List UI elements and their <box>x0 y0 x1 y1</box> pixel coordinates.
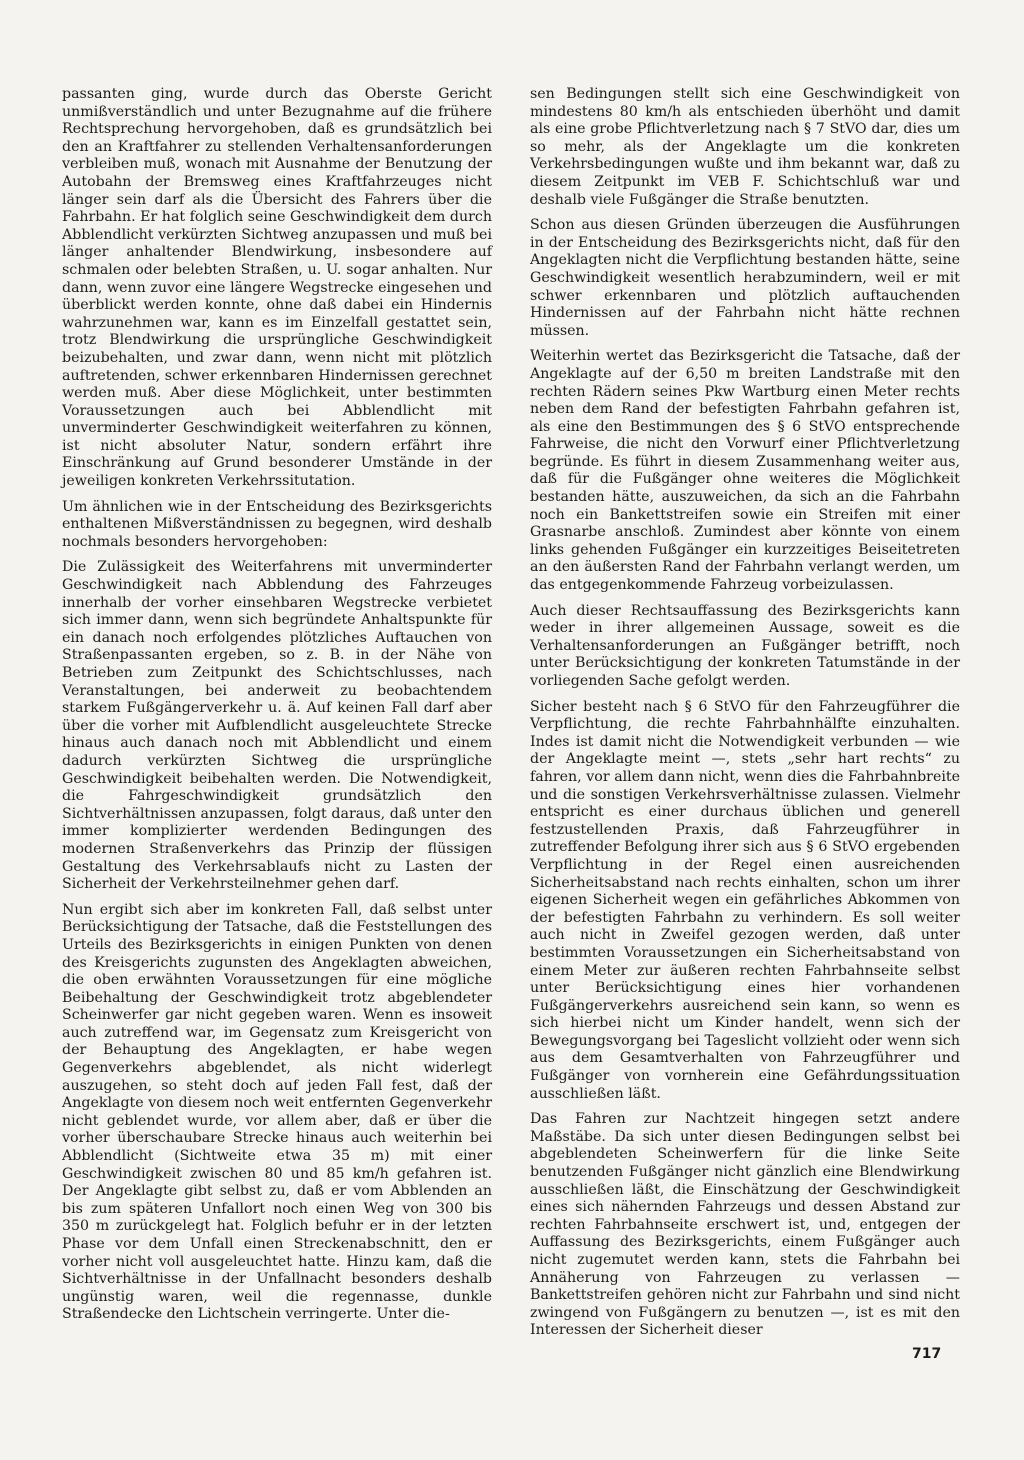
right-text-column <box>530 86 960 1348</box>
paragraph: Auch dieser Rechtsauffassung des Bezirksgerichts kann weder in ihrer allgemeinen Aussage, soweit es die Verhaltensanforderungen an Fußgänger betrifft, noch unter Berücksichtigung der konkreten Tatumstände in der vorliegenden Sache gefolgt werden. <box>530 602 960 689</box>
left-text-column <box>62 86 492 1332</box>
paragraph: Schon aus diesen Gründen überzeugen die Ausführungen in der Entscheidung des Bezirksgerichts nicht, daß für den Angeklagten nicht die Verpflichtung bestanden hätte, seine Geschwindigkeit wesentlich herabzumindern, weil er mit schwer erkennbaren und plötzlich auftauchenden Hindernissen auf der Fahrbahn nicht hätte rechnen müssen. <box>530 217 960 339</box>
paragraph: Nun ergibt sich aber im konkreten Fall, daß selbst unter Berücksichtigung der Tatsache, daß die Feststellungen des Urteils des Bezirksgerichts in einigen Punkten von denen des Kreisgerichts zugunsten des Angeklagten abweichen, die oben erwähnten Voraussetzungen für eine mögliche Beibehaltung der Geschwindigkeit trotz abgeblendeter Scheinwerfer gar nicht gegeben waren. Wenn es insoweit auch zutreffend war, im Gegensatz zum Kreisgericht von der Behauptung des Angeklagten, er habe wegen Gegenverkehrs abgeblendet, als nicht widerlegt auszugehen, so steht doch auf jeden Fall fest, daß der Angeklagte von diesem noch weit entfernten Gegenverkehr nicht geblendet wurde, vor allem aber, daß er über die vorher überschaubare Strecke hinaus auch weiterhin bei Abblendlicht (Sichtweite etwa 35 m) mit einer Geschwindigkeit zwischen 80 und 85 km/h gefahren ist. Der Angeklagte gibt selbst zu, daß er vom Abblenden an bis zum späteren Unfallort noch einen Weg von 300 bis 350 m zurückgelegt hat. Folglich befuhr er in der letzten Phase vor dem Unfall einen Streckenabschnitt, den er vorher nicht voll ausgeleuchtet hatte. Hinzu kam, daß die Sichtverhältnisse in der Unfallnacht besonders deshalb ungünstig waren, weil die regennasse, dunkle Straßendecke den Lichtschein verringerte. Unter die- <box>62 901 492 1323</box>
paragraph: Die Zulässigkeit des Weiterfahrens mit unverminderter Geschwindigkeit nach Abblendung des Fahrzeuges innerhalb der vorher einsehbaren Wegstrecke verbietet sich immer dann, wenn sich begründete Anhaltspunkte für ein danach noch erfolgendes plötzliches Auftauchen von Straßenpassanten ergeben, so z. B. in der Nähe von Betrieben zum Zeitpunkt des Schichtschlusses, nach Veranstaltungen, bei anderweit zu beobachtendem starkem Fußgängerverkehr u. ä. Auf keinen Fall darf aber über die vorher mit Aufblendlicht ausgeleuchtete Strecke hinaus auch danach noch mit Abblendlicht und einem dadurch verkürzten Sichtweg die ursprüngliche Geschwindigkeit beibehalten werden. Die Notwendigkeit, die Fahrgeschwindigkeit grundsätzlich den Sichtverhältnissen anzupassen, folgt daraus, daß unter den immer komplizierter werdenden Bedingungen des modernen Straßenverkehrs das Prinzip der flüssigen Gestaltung des Verkehrsablaufs nicht zu Lasten der Sicherheit der Verkehrsteilnehmer gehen darf. <box>62 559 492 893</box>
paragraph: Sicher besteht nach § 6 StVO für den Fahrzeugführer die Verpflichtung, die rechte Fahrbahnhälfte einzuhalten. Indes ist damit nicht die Notwendigkeit verbunden — wie der Angeklagte meint —, stets „sehr hart rechts“ zu fahren, vor allem dann nicht, wenn dies die Fahrbahnbreite und die sonstigen Verkehrsverhältnisse zulassen. Vielmehr entspricht es einer durchaus üblichen und generell festzustellenden Praxis, daß Fahrzeugführer in zutreffender Befolgung ihrer sich aus § 6 StVO ergebenden Verpflichtung in der Regel einen ausreichenden Sicherheitsabstand nach rechts einhalten, schon um ihrer eigenen Sicherheit wegen ein gefährliches Abkommen von der befestigten Fahrbahn zu verhindern. Es soll weiter auch nicht in Zweifel gezogen werden, daß unter bestimmten Voraussetzungen ein Sicherheitsabstand von einem Meter zur äußeren rechten Fahrbahnseite selbst unter Berücksichtigung eines hier vorhandenen Fußgängerverkehrs ausreichend sein kann, so wenn es sich hierbei nicht um Kinder handelt, wenn sich der Bewegungsvorgang bei Tageslicht vollzieht oder wenn sich aus dem Gesamtverhalten von Fahrzeugführer und Fußgänger von vornherein eine Gefährdungssituation ausschließen läßt. <box>530 698 960 1102</box>
paragraph: sen Bedingungen stellt sich eine Geschwindigkeit von mindestens 80 km/h als entschieden überhöht und damit als eine grobe Pflichtverletzung nach § 7 StVO dar, dies um so mehr, als der Angeklagte um die konkreten Verkehrsbedingungen wußte und ihm bekannt war, daß zu diesem Zeitpunkt im VEB F. Schichtschluß war und deshalb viele Fußgänger die Straße benutzten. <box>530 86 960 208</box>
paragraph: Das Fahren zur Nachtzeit hingegen setzt andere Maßstäbe. Da sich unter diesen Bedingungen selbst bei abgeblendeten Scheinwerfern für die linke Seite benutzenden Fußgänger nicht gänzlich eine Blendwirkung ausschließen läßt, die Einschätzung der Geschwindigkeit eines sich nähernden Fahrzeugs und dessen Abstand zur rechten Fahrbahnseite erschwert ist, und, entgegen der Auffassung des Bezirksgerichts, einem Fußgänger auch nicht zugemutet werden kann, stets die Fahrbahn bei Annäherung von Fahrzeugen zu verlassen — Bankettstreifen gehören nicht zur Fahrbahn und sind nicht zwingend von Fußgängern zu benutzen —, ist es mit den Interessen der Sicherheit dieser <box>530 1111 960 1339</box>
paragraph: passanten ging, wurde durch das Oberste Gericht unmißverständlich und unter Bezugnahme auf die frühere Rechtsprechung hervorgehoben, daß es grundsätzlich bei den an Kraftfahrer zu stellenden Verhaltensanforderungen verbleiben muß, wonach mit Ausnahme der Benutzung der Autobahn der Bremsweg eines Kraftfahrzeuges nicht länger sein darf als die Übersicht des Fahrers über die Fahrbahn. Er hat folglich seine Geschwindigkeit dem durch Abblendlicht verkürzten Sichtweg anzupassen und muß bei länger anhaltender Blendwirkung, insbesondere auf schmalen oder belebten Straßen, u. U. sogar anhalten. Nur dann, wenn zuvor eine längere Wegstrecke eingesehen und überblickt werden konnte, ohne daß dabei ein Hindernis wahrzunehmen war, kann es im Einzelfall gestattet sein, trotz Blendwirkung die ursprüngliche Geschwindigkeit beizubehalten, und zwar dann, wenn nicht mit plötzlich auftretenden, schwer erkennbaren Hindernissen gerechnet werden muß. Aber diese Möglichkeit, unter bestimmten Voraussetzungen auch bei Abblendlicht mit unverminderter Geschwindigkeit weiterfahren zu können, ist nicht absoluter Natur, sondern erfährt ihre Einschränkung auf Grund besonderer Umstände in der jeweiligen konkreten Verkehrssitutation. <box>62 86 492 490</box>
page-number: 717 <box>912 1346 942 1362</box>
paragraph: Weiterhin wertet das Bezirksgericht die Tatsache, daß der Angeklagte auf der 6,50 m breiten Landstraße mit den rechten Rädern seines Pkw Wartburg einen Meter rechts neben dem Rand der befestigten Fahrbahn gefahren ist, als eine den Bestimmungen des § 6 StVO entsprechende Fahrweise, die nicht den Vorwurf einer Pflichtverletzung begründe. Es führt in diesem Zusammenhang weiter aus, daß für die Fußgänger ohne weiteres die Möglichkeit bestanden hätte, auszuweichen, da sich an die Fahrbahn noch ein Bankettstreifen sowie ein Streifen mit einer Grasnarbe anschloß. Zumindest aber könnte von einem links gehenden Fußgänger ein kurzzeitiges Beiseitetreten an den äußersten Rand der Fahrbahn verlangt werden, um das entgegenkommende Fahrzeug vorbeizulassen. <box>530 348 960 594</box>
paragraph: Um ähnlichen wie in der Entscheidung des Bezirksgerichts enthaltenen Mißverständnissen zu begegnen, wird deshalb nochmals besonders hervorgehoben: <box>62 498 492 550</box>
